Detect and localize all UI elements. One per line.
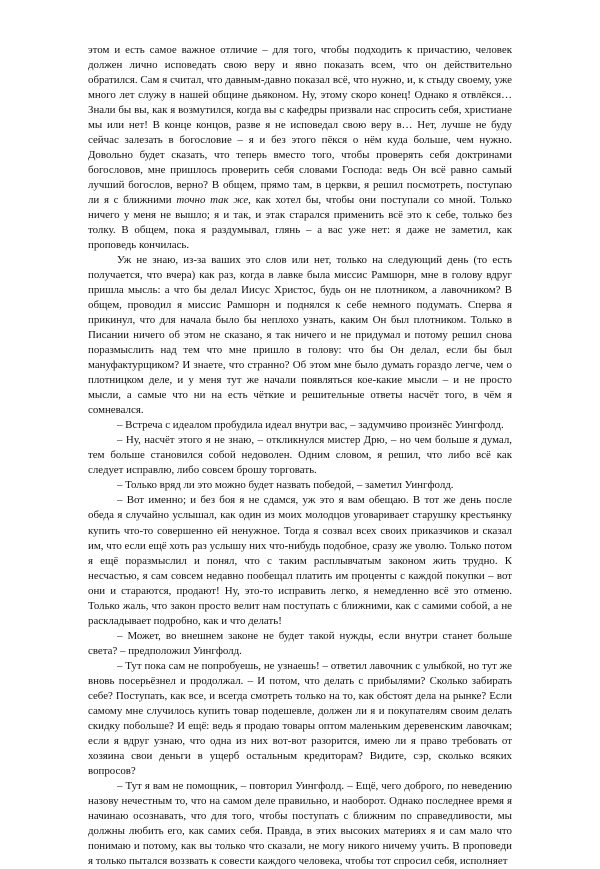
text-run: , как хотел бы, чтобы они поступали со мной. Только ничего у меня не вышло; я и так, и этак старался применить всё это к себе, только без толку. В общем, пока я раздумывал, глянь – а вас уже нет: я даже не заметил, как проповедь кончилась.	[88, 194, 513, 252]
text-run: – Вот именно; и без боя я не сдамся, уж это я вам обещаю. В тот же день после обеда я случайно услышал, как один из моих молодцов уговаривает старушку крестьянку купить что-то совершенно ей ненужное. Тогда я созвал всех своих приказчиков и сказал им, что если ещё хоть раз услышу них что-нибудь подобное, сразу же уволю. Только потом я ещё поразмыслил и понял, что с таким расплывчатым законом жить трудно. К несчастью, я сам совсем недавно пообещал платить им проценты с каждой покупки – вот они и стараются, продают! Ну, это-то исправить легко, я немедленно всё это отменю. Только жаль, что закон просто велит нам поступать с ближними, как с самими собой, а не раскладывает подробно, как и что делать!	[88, 494, 512, 627]
text-run: – Тут пока сам не попробуешь, не узнаешь! – ответил лавочник с улыбкой, но тут же вновь посерьёзнел и продолжал. – И потом, что делать с прибылями? Сколько забирать себе? Поступать, как все, и всегда смотреть только на то, как обстоят дела на рынке? Если самому мне случилось купить товар подешевле, должен ли я и покупателям своим делать скидку побольше? И ещё: ведь я продаю товары оптом маленьким деревенским лавочкам; если я вдруг узнаю, что одна из них вот-вот разорится, имею ли я право требовать от хозяина свои деньги в ущерб остальным кредиторам? Видите, сэр, сколько всяких вопросов?	[88, 659, 512, 777]
dialogue-paragraph	[88, 779, 512, 869]
dialogue-paragraph	[88, 629, 512, 659]
dialogue-paragraph	[88, 433, 512, 478]
text-run: этом и есть самое важное отличие – для того, чтобы подходить к причастию, человек должен лично исповедать свою веру и явно показать всем, что он действительно обратился. Сам я считал, что давным-давно показал всё, что нужно, и, к стыду своему, уже много лет служу в нашей общине дьяконом. Ну, этому скоро конец! Однако я отвлёкся… Знали бы вы, как я возмутился, когда вы с кафедры призвали нас спросить себя, христиане мы или нет! В конце концов, разве я не исповедал свою веру в… Нет, лучше не буду сейчас залезать в богословие – я и без этого пёкся о нём куда больше, чем нужно. Довольно будет сказать, что теперь вместо того, чтобы проверять себя доктринами богословов, мне пришлось проверить себя словами Господа: ведь Он всё равно самый лучший богослов, верно? В общем, прямо там, в церкви, я решил посмотреть, поступаю ли я с ближними	[88, 44, 512, 207]
dialogue-paragraph	[88, 659, 512, 779]
text-run: – Только вряд ли это можно будет назвать победой, – заметил Уингфолд.	[117, 479, 454, 492]
paragraph	[88, 253, 512, 418]
dialogue-paragraph	[88, 418, 512, 433]
dialogue-paragraph	[88, 493, 512, 628]
paragraph	[88, 43, 512, 253]
dialogue-paragraph	[88, 478, 512, 493]
text-run: – Тут я вам не помощник, – повторил Уингфолд. – Ещё, чего доброго, по неведению назову нечестным то, что на самом деле правильно, и наоборот. Однако последнее время я начинаю осознавать, что для того, чтобы поступать с ближним по справедливости, мы должны любить его, как самих себя. Правда, в этих высоких материях я и сам мало что понимаю и потому, как вы только что сказали, не могу никого ничему учить. В проповеди я только пытался воззвать к совести каждого человека, чтобы тот спросил себя, исполняет	[88, 779, 512, 867]
italic-text-run: точно так же	[176, 194, 249, 207]
text-run: Уж не знаю, из-за ваших это слов или нет, только на следующий день (то есть получается, что вчера) как раз, когда в лавке была миссис Рамшорн, мне в голову вдруг пришла мысль: а что бы делал Иисус Христос, будь он не плотником, а лавочником? В общем, проводил я миссис Рамшорн и поднялся к себе немного подумать. Сперва я прикинул, что для начала было бы неплохо узнать, каким Он был плотником. Только в Писании ничего об этом не сказано, я так ничего и не придумал и потому решил снова поразмыслить над тем что мне пришло в голову: что бы Он делал, если бы был мануфактурщиком? И знаете, что странно? Об этом мне было думать гораздо легче, чем о плотницком деле, и у меня тут же начали появляться кое-какие мысли – и не просто мысли, а самые что ни на есть чёткие и решительные ответы насчёт того, в чём я сомневался.	[88, 254, 512, 417]
text-run: – Ну, насчёт этого я не знаю, – откликнулся мистер Дрю, – но чем больше я думал, тем больше становился собой недоволен. Одним словом, я решил, что либо всё как следует исправлю, либо совсем брошу торговать.	[88, 434, 512, 477]
text-run: – Встреча с идеалом пробудила идеал внутри вас, – задумчиво произнёс Уингфолд.	[117, 419, 504, 432]
text-run: – Может, во внешнем законе не будет такой нужды, если внутри станет больше света? – предположил Уингфолд.	[88, 629, 512, 657]
